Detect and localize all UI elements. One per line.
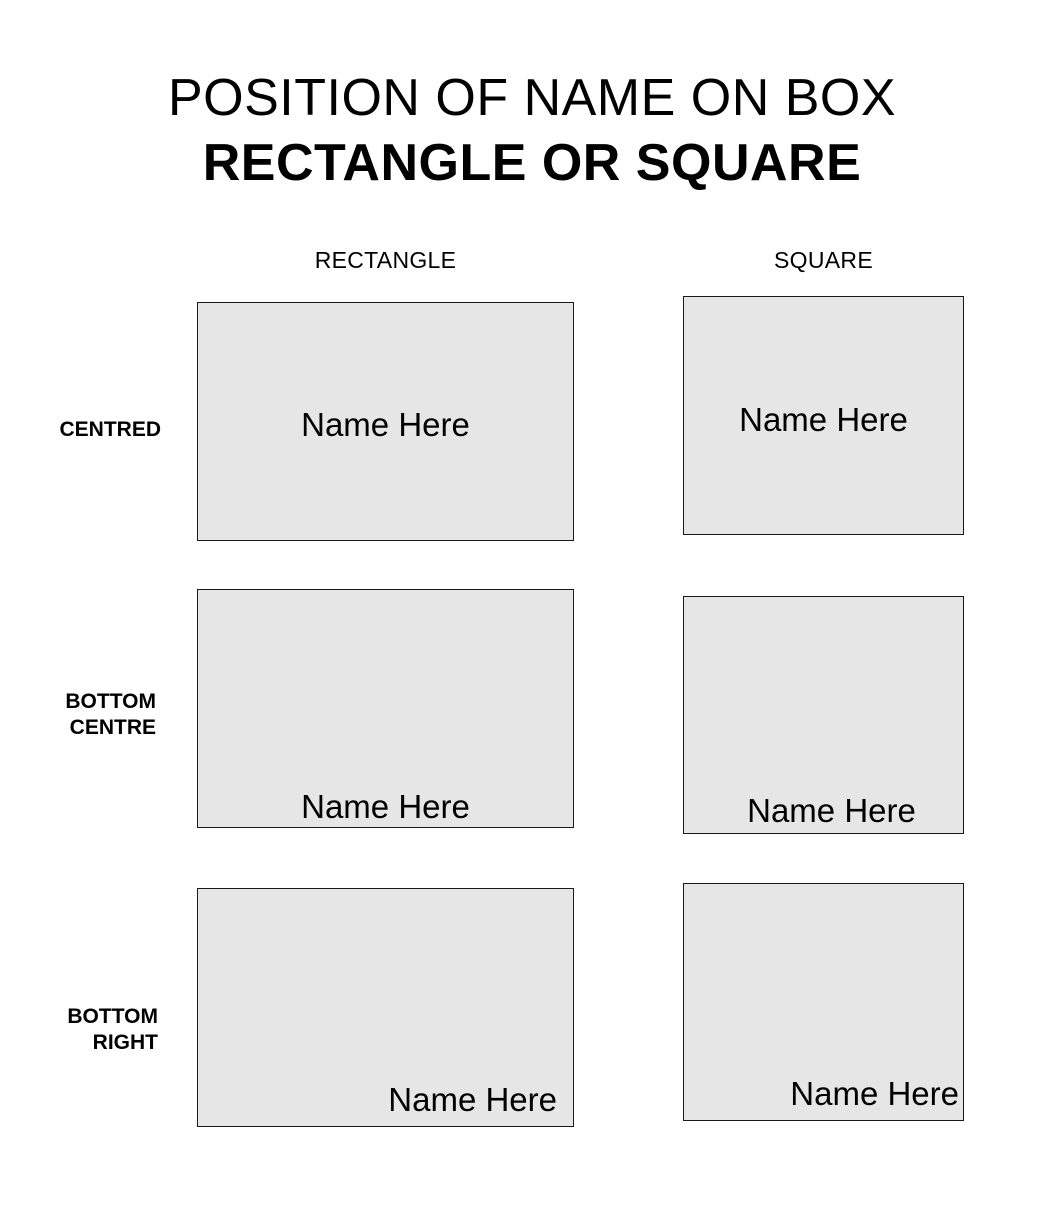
page-title: POSITION OF NAME ON BOX (167, 69, 897, 127)
column-header-square: SQUARE (774, 247, 873, 273)
row-label-bottom-right: BOTTOM RIGHT (67, 1005, 158, 1054)
name-label: Name Here (747, 792, 916, 829)
rectangle-box-bottom-right (197, 888, 574, 1127)
rectangle-box-centred (197, 302, 574, 541)
square-box-bottom-centre (683, 596, 964, 834)
row-label-centred: CENTRED (59, 418, 161, 441)
name-label: Name Here (388, 1081, 557, 1118)
square-box-bottom-right (683, 883, 964, 1121)
row-label-bottom-centre: BOTTOM CENTRE (65, 690, 156, 739)
name-label: Name Here (301, 788, 470, 825)
column-header-rectangle: RECTANGLE (314, 247, 457, 273)
name-label: Name Here (301, 406, 470, 443)
page-subtitle: RECTANGLE OR SQUARE (202, 134, 862, 192)
square-box-centred (683, 296, 964, 535)
name-label: Name Here (790, 1075, 959, 1112)
name-label: Name Here (739, 401, 908, 438)
rectangle-box-bottom-centre (197, 589, 574, 828)
